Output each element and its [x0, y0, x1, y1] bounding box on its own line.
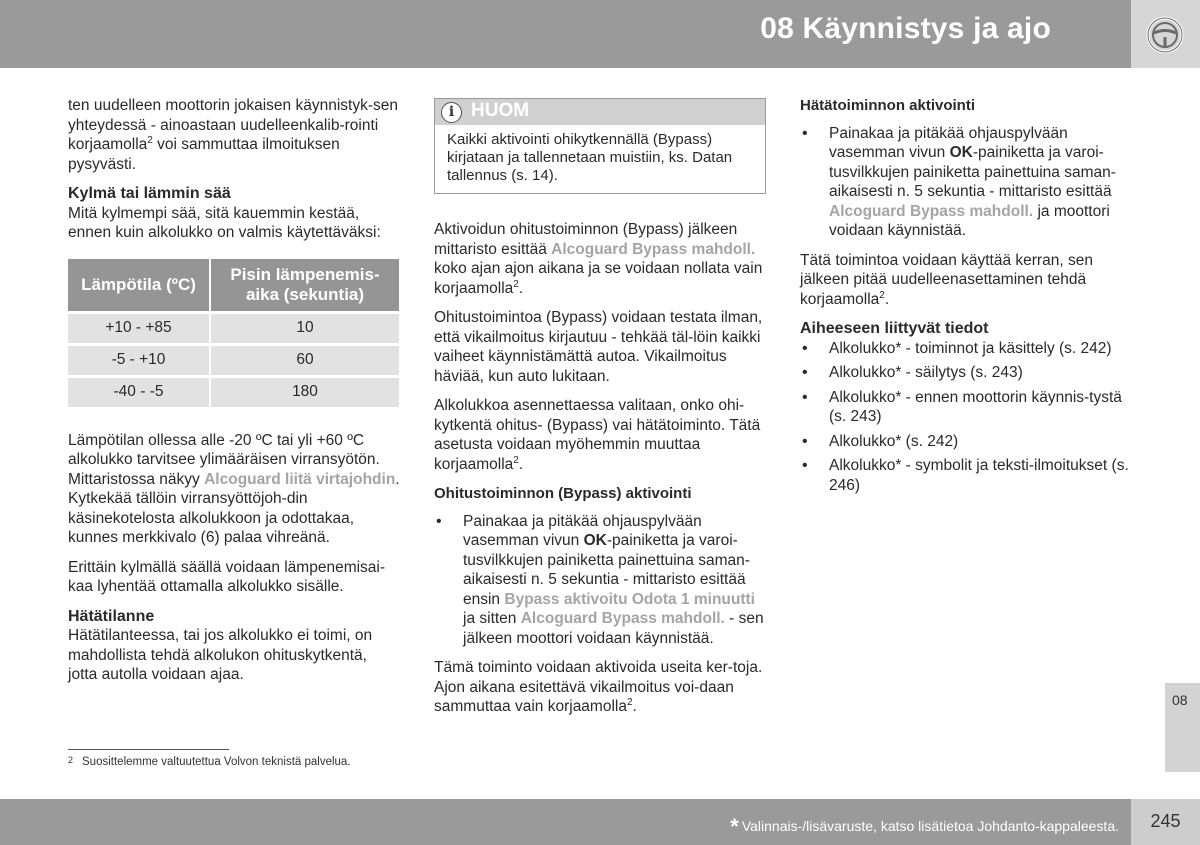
related-links	[800, 339, 1135, 496]
list-item: • Painakaa ja pitäkää ohjauspylvään vasemman vivun OK-painiketta ja varoi-tusvilkkujen painiketta painettuina saman-aikaisesti n. 5 sekuntia - mittaristo esittää Alcoguard Bypass mahdoll. ja moottori voidaan käynnistää.	[800, 124, 1135, 241]
table-cell: +10 - +85	[68, 312, 210, 344]
table-cell: -5 - +10	[68, 344, 210, 376]
bypass-paragraph-3: Alkolukkoa asennettaessa valitaan, onko ohi-kytkentä ohitus- (Bypass) vai hätätoiminto. Tätä asetusta voidaan myöhemmin muuttaa korjaamolla$^2$.	[434, 397, 761, 473]
intro-paragraph: ten uudelleen moottorin jokaisen käynnistyk-sen yhteydessä - ainoastaan uudelleenkalib-rointi korjaamolla$^2$ voi sammuttaa ilmoituksen pysyvästi.	[68, 97, 398, 173]
power-supply-paragraph: Lämpötilan ollessa alle -20 ºC tai yli +60 ºC alkolukko tarvitsee ylimääräisen virransyötön. Mittaristossa näkyy Alcoguard liitä virtajohdin. Kytkekää tällöin virransyöttöjoh-din käsinekotelosta alkolukkoon ja odottakaa, kunnes merkkivalo (6) palaa vihreänä.	[68, 431, 400, 546]
table-cell: -40 - -5	[68, 376, 210, 407]
cold-weather-text: Mitä kylmempi sää, sitä kauemmin kestää, ennen kuin alkolukko on valmis käytettäväksi:	[68, 204, 381, 241]
warmup-table	[68, 259, 399, 407]
table-header-temperature: Lämpötila (ºC)	[68, 259, 210, 313]
chapter-title: 08 Käynnistys ja ajo	[760, 12, 1051, 45]
cold-weather-heading: Kylmä tai lämmin sää	[68, 185, 231, 202]
footnote-divider	[68, 749, 229, 750]
page-number: 245	[1131, 799, 1200, 845]
column-1	[68, 96, 400, 695]
steering-wheel-icon	[1146, 16, 1184, 54]
emergency-text: Hätätilanteessa, tai jos alkolukko ei toimi, on mahdollista tehdä alkolukon ohituskytkentä, jotta autolla voidaan ajaa.	[68, 627, 373, 683]
display-message: Alcoguard Bypass mahdoll.	[551, 240, 756, 258]
bypass-paragraph-1: Aktivoidun ohitustoiminnon (Bypass) jälkeen mittaristo esittää Alcoguard Bypass mahdoll. koko ajan ajon aikana ja se voidaan nollata vain korjaamolla$^2$.	[434, 221, 763, 297]
display-message: Alcoguard Bypass mahdoll.	[829, 202, 1034, 220]
note-label: HUOM	[471, 100, 530, 121]
footnote: 2 Suosittelemme valtuutettua Volvon teknistä palvelua.	[68, 755, 351, 768]
display-message: Bypass aktivoitu Odota 1 minuutti	[504, 590, 755, 608]
footer-bar	[0, 799, 1131, 845]
column-2	[434, 96, 766, 727]
table-row	[68, 344, 399, 376]
column-3	[800, 96, 1135, 505]
table-header-warmup-time: Pisin lämpenemis-aika (sekuntia)	[210, 259, 399, 313]
table-cell: 10	[210, 312, 399, 344]
bypass-activation-heading: Ohitustoiminnon (Bypass) aktivointi	[434, 485, 692, 502]
display-message: Alcoguard Bypass mahdoll.	[520, 610, 725, 627]
info-icon: i	[441, 102, 462, 123]
asterisk-icon: *	[730, 814, 739, 839]
header-bar	[0, 0, 1131, 68]
footer-note: * Valinnais-/lisävaruste, katso lisätietoa Johdanto-kappaleesta.	[730, 814, 1119, 839]
table-row	[68, 312, 399, 344]
note-box	[434, 98, 766, 194]
note-text: Kaikki aktivointi ohikytkennällä (Bypass) kirjataan ja tallennetaan muistiin, ks. Datan tallennus (s. 14).	[447, 131, 733, 184]
related-link[interactable]: • Alkolukko* - säilytys (s. 243)	[800, 363, 1135, 383]
bypass-paragraph-4: Tämä toiminto voidaan aktivoida useita ker-toja. Ajon aikana esitettävä vikailmoitus voi-daan sammuttaa vain korjaamolla$^2$.	[434, 659, 763, 715]
related-link[interactable]: • Alkolukko* - ennen moottorin käynnis-tystä (s. 243)	[800, 388, 1135, 427]
table-cell: 60	[210, 344, 399, 376]
display-message: Alcoguard liitä virtajohdin	[204, 470, 396, 488]
emergency-heading: Hätätilanne	[68, 607, 155, 625]
related-info-heading: Aiheeseen liittyvät tiedot	[800, 320, 989, 337]
related-link[interactable]: • Alkolukko* - toiminnot ja käsittely (s. 242)	[800, 339, 1135, 359]
table-row	[68, 376, 399, 407]
note-header	[435, 99, 765, 125]
chapter-tab: 08	[1165, 683, 1200, 772]
emergency-paragraph: Tätä toimintoa voidaan käyttää kerran, sen jälkeen pitää uudelleenasettaminen tehdä korjaamolla$^2$.	[800, 251, 1093, 308]
list-item: • Painakaa ja pitäkää ohjauspylvään vasemman vivun OK-painiketta ja varoi-tusvilkkujen painiketta painettuina saman-aikaisesti n. 5 sekuntia - mittaristo esittää ensin Bypass aktivoitu Odota 1 minuutti ja sitten Alcoguard Bypass mahdoll. - sen jälkeen moottori voidaan käynnistää.	[434, 512, 766, 649]
bypass-paragraph-2: Ohitustoimintoa (Bypass) voidaan testata ilman, että vikailmoitus kirjautuu - tehkää täl-löin kaikki vaiheet käynnistämättä autoa. Vikailmoitus häviää, kun auto lukitaan.	[434, 309, 763, 385]
related-link[interactable]: • Alkolukko* (s. 242)	[800, 432, 1135, 452]
emergency-steps	[800, 124, 1135, 241]
bypass-steps	[434, 512, 766, 649]
related-link[interactable]: • Alkolukko* - symbolit ja teksti-ilmoitukset (s. 246)	[800, 456, 1135, 495]
emergency-activation-heading: Hätätoiminnon aktivointi	[800, 97, 976, 114]
chapter-icon-box	[1131, 0, 1200, 68]
table-cell: 180	[210, 376, 399, 407]
cold-tip-paragraph: Erittäin kylmällä säällä voidaan lämpenemisai-kaa lyhentää ottamalla alkolukko sisälle.	[68, 558, 386, 595]
